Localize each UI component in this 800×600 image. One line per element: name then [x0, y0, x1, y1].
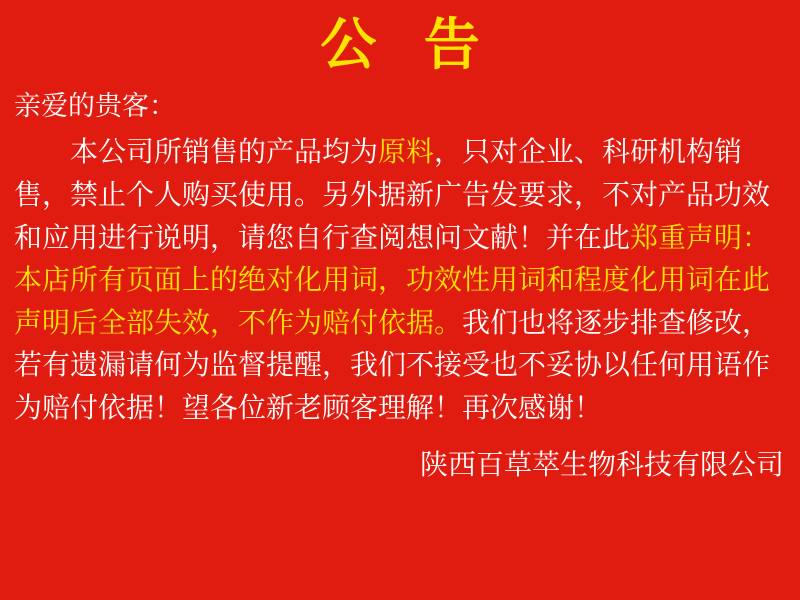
body-segment-1: 本公司所销售的产品均为 [70, 135, 379, 169]
body-highlight-statement: 郑重声明：本店所有页面上的绝对化用词，功效性用词和程度化用词在此声明后全部失效，不作为赔付依据。 [14, 220, 771, 339]
salutation-text: 亲爱的贵客： [14, 91, 176, 123]
body-segment-3: 我们也将逐步排查修改，若有遗漏请何为监督提醒，我们不接受也不妥协以任何用语作为赔付依据！望各位新老顾客理解！再次感谢！ [14, 305, 771, 424]
body-segment-2: ，只对企业、科研机构销售，禁止个人购买使用。另外据新广告发要求，不对产品功效和应用进行说明，请您自行查阅想问文献！并在此 [14, 135, 771, 254]
body-highlight-raw-material: 原料 [378, 135, 435, 169]
company-signature: 陕西百草萃生物科技有限公司 [419, 448, 784, 482]
notice-body [0, 78, 800, 429]
notice-paragraph [14, 131, 786, 429]
page-title: 公 告 [320, 13, 494, 78]
